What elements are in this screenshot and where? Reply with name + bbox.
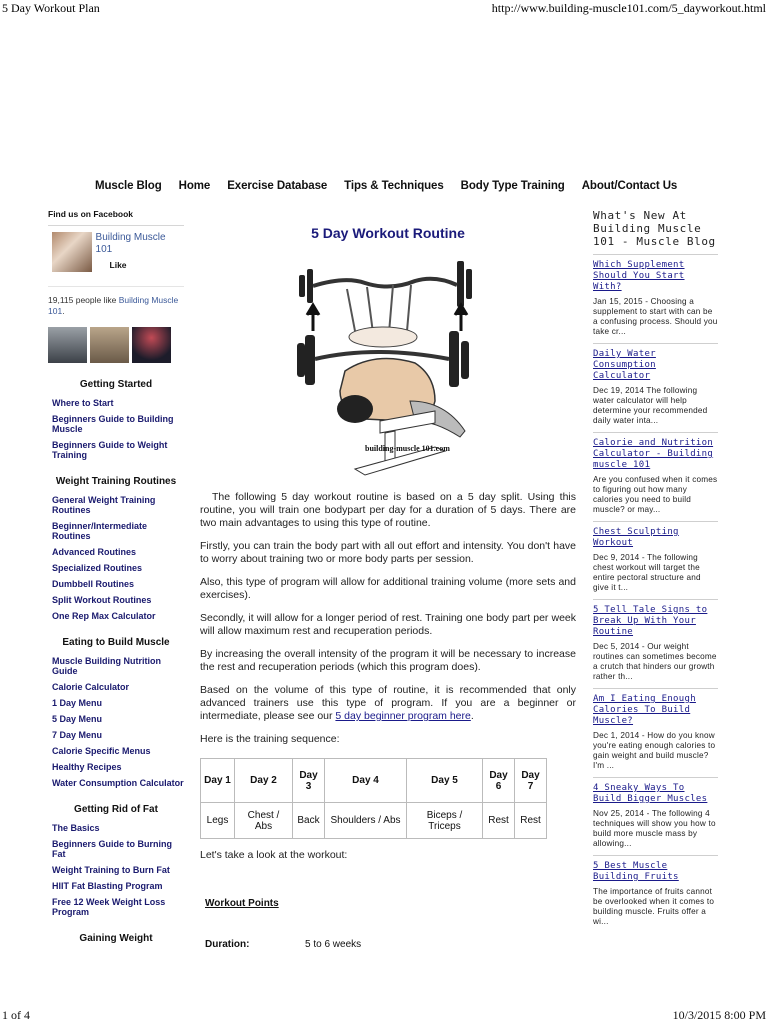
sidebar-link[interactable]: General Weight Training Routines <box>52 495 156 515</box>
blog-feed-title: What's New At Building Muscle 101 - Muscle Blog <box>593 209 716 248</box>
blog-post-excerpt: Dec 5, 2014 - Our weight routines can sometimes become a crutch that hinders our growth rather th... <box>593 642 717 681</box>
sidebar-link[interactable]: Weight Training to Burn Fat <box>52 865 170 875</box>
sidebar-section-title: Getting Started <box>79 379 153 390</box>
sidebar-section-eating <box>48 637 184 788</box>
table-header-cell: Day 1 <box>201 759 235 803</box>
fan-avatar[interactable] <box>48 327 87 363</box>
blog-feed-item <box>593 254 718 337</box>
blog-post-link[interactable]: Which Supplement Should You Start With? <box>593 260 685 292</box>
table-row <box>201 803 547 839</box>
sidebar-section-title: Gaining Weight <box>79 933 153 944</box>
training-sequence-table <box>200 758 547 839</box>
paragraph: Secondly, it will allow for a longer period of rest. Training one body part per week will allow maximum rest and recuperation periods. <box>200 612 576 637</box>
facebook-faces <box>48 327 184 363</box>
blog-feed-item <box>593 855 718 927</box>
sidebar-link[interactable]: Free 12 Week Weight Loss Program <box>52 897 166 917</box>
print-footer <box>0 1006 768 1024</box>
facebook-count-link[interactable]: Building Muscle 101 <box>48 295 179 316</box>
sidebar-section-getting-started <box>48 379 184 460</box>
sidebar-link[interactable]: Split Workout Routines <box>52 595 152 605</box>
table-header-cell: Day 7 <box>515 759 547 803</box>
nav-muscle-blog[interactable]: Muscle Blog <box>95 180 162 192</box>
print-datetime: 10/3/2015 8:00 PM <box>672 1008 766 1022</box>
illustration-caption: building-muscle 101.com <box>365 444 450 453</box>
paragraph-text: Based on the volume of this type of routine, it is recommended that only advanced trainers use this type of program. If you are a beginner or intermediate, please see our <box>200 684 576 722</box>
nav-exercise-database[interactable]: Exercise Database <box>227 180 328 192</box>
bench-press-illustration <box>285 251 495 481</box>
sidebar-link[interactable]: 7 Day Menu <box>52 730 103 740</box>
facebook-page-avatar[interactable] <box>52 232 92 272</box>
blog-feed-item <box>593 599 718 682</box>
blog-post-excerpt: Dec 1, 2014 - How do you know you're eating enough calories to gain weight and build muscle? I'm ... <box>593 731 716 770</box>
print-header <box>0 0 768 16</box>
sidebar-link[interactable]: HIIT Fat Blasting Program <box>52 881 163 891</box>
blog-post-link[interactable]: 5 Tell Tale Signs to Break Up With Your Routine <box>593 605 708 637</box>
sidebar-section-gaining <box>48 933 184 944</box>
sidebar-section-weight-training <box>48 476 184 621</box>
right-sidebar <box>593 209 718 927</box>
table-header-cell: Day 5 <box>407 759 483 803</box>
nav-tips-techniques[interactable]: Tips & Techniques <box>344 180 444 192</box>
table-cell: Rest <box>515 803 547 839</box>
intro-paragraph: The following 5 day workout routine is based on a 5 day split. Using this routine, you will train one bodypart per day for a duration of 5 days. There are two main advantages to using this type of routine. <box>200 491 576 529</box>
sidebar-link[interactable]: Beginners Guide to Building Muscle <box>52 414 174 434</box>
paragraph-end: . <box>470 710 474 722</box>
sidebar-link[interactable]: Water Consumption Calculator <box>52 778 184 788</box>
sidebar-link[interactable]: Where to Start <box>52 398 114 408</box>
table-cell: Shoulders / Abs <box>325 803 407 839</box>
blog-feed-item <box>593 521 718 593</box>
workout-points-heading: Workout Points <box>205 898 279 909</box>
nav-body-type-training[interactable]: Body Type Training <box>460 180 565 192</box>
table-header-cell: Day 3 <box>293 759 325 803</box>
left-sidebar <box>48 209 184 952</box>
nav-home[interactable]: Home <box>178 180 211 192</box>
facebook-like-button[interactable]: Like <box>109 260 127 270</box>
sidebar-section-title: Eating to Build Muscle <box>62 637 170 648</box>
table-cell: Rest <box>483 803 515 839</box>
page-title: 5 Day Workout Routine <box>311 225 465 241</box>
duration-label: Duration: <box>205 939 250 950</box>
duration-row <box>205 939 576 950</box>
table-row <box>201 759 547 803</box>
blog-post-excerpt: Jan 15, 2015 - Choosing a supplement to start with can be a confusing process. Should you take cr... <box>593 297 718 336</box>
beginner-program-link[interactable]: 5 day beginner program here <box>335 710 471 722</box>
blog-feed-item <box>593 688 718 771</box>
blog-post-link[interactable]: Am I Eating Enough Calories To Build Muscle? <box>593 694 696 726</box>
sidebar-link[interactable]: Beginners Guide to Burning Fat <box>52 839 173 859</box>
facebook-count-end: . <box>62 306 65 316</box>
sidebar-link[interactable]: The Basics <box>52 823 100 833</box>
print-page-number: 1 of 4 <box>2 1008 30 1022</box>
table-cell: Biceps / Triceps <box>407 803 483 839</box>
table-header-cell: Day 2 <box>235 759 293 803</box>
fan-avatar[interactable] <box>132 327 171 363</box>
paragraph: Let's take a look at the workout: <box>200 849 348 861</box>
facebook-count-text: 19,115 people like <box>48 295 117 305</box>
table-cell: Legs <box>201 803 235 839</box>
facebook-page-name[interactable]: Building Muscle 101 <box>95 232 166 255</box>
blog-post-excerpt: Dec 19, 2014 The following water calculator will help determine your recommended daily water inta... <box>593 386 708 425</box>
sidebar-link[interactable]: Advanced Routines <box>52 547 137 557</box>
blog-post-excerpt: The importance of fruits cannot be overlooked when it comes to building muscle. Fruits offer a wi... <box>593 887 715 926</box>
blog-post-excerpt: Are you confused when it comes to figuring out how many calories you need to build muscle? or may... <box>593 475 718 514</box>
facebook-heading: Find us on Facebook <box>48 209 134 219</box>
paragraph: Firstly, you can train the body part with all out effort and intensity. You don't have to worry about training two or more body parts per session. <box>200 540 576 565</box>
facebook-like-count <box>48 286 184 317</box>
facebook-page <box>48 232 184 272</box>
sidebar-link[interactable]: Calorie Calculator <box>52 682 130 692</box>
sidebar-link[interactable]: 1 Day Menu <box>52 698 103 708</box>
blog-feed-item <box>593 777 718 849</box>
table-header-cell: Day 4 <box>325 759 407 803</box>
sidebar-link[interactable]: Beginners Guide to Weight Training <box>52 440 168 460</box>
sidebar-section-title: Weight Training Routines <box>55 476 177 487</box>
sidebar-link[interactable]: Muscle Building Nutrition Guide <box>52 656 161 676</box>
sidebar-link[interactable]: Healthy Recipes <box>52 762 122 772</box>
sidebar-link[interactable]: One Rep Max Calculator <box>52 611 156 621</box>
paragraph: Here is the training sequence: <box>200 733 340 745</box>
paragraph: Also, this type of program will allow for additional training volume (more sets and exercises). <box>200 576 576 601</box>
blog-post-excerpt: Nov 25, 2014 - The following 4 techniques will show you how to build more muscle mass by allowing... <box>593 809 716 848</box>
paragraph: By increasing the overall intensity of the program it will be necessary to increase the rest and recuperation periods (which this program does). <box>200 648 576 673</box>
print-url: http://www.building-muscle101.com/5_dayworkout.html <box>491 1 766 15</box>
blog-post-link[interactable]: 5 Best Muscle Building Fruits <box>593 861 679 882</box>
sidebar-link[interactable]: Specialized Routines <box>52 563 143 573</box>
sidebar-link[interactable]: 5 Day Menu <box>52 714 103 724</box>
blog-feed-item <box>593 432 718 515</box>
facebook-widget <box>48 225 184 363</box>
duration-value: 5 to 6 weeks <box>305 939 362 950</box>
blog-feed-item <box>593 343 718 426</box>
blog-post-excerpt: Dec 9, 2014 - The following chest workout will target the entire pectoral structure and give it t... <box>593 553 701 592</box>
paragraph <box>200 684 576 723</box>
blog-post-link[interactable]: Calorie and Nutrition Calculator - Building muscle 101 <box>593 438 714 470</box>
main-content <box>200 225 576 950</box>
sidebar-link[interactable]: Dumbbell Routines <box>52 579 135 589</box>
blog-post-link[interactable]: Daily Water Consumption Calculator <box>593 349 656 381</box>
table-cell: Back <box>293 803 325 839</box>
sidebar-section-title: Getting Rid of Fat <box>74 804 158 815</box>
nav-about-contact[interactable]: About/Contact Us <box>581 180 678 192</box>
sidebar-link[interactable]: Calorie Specific Menus <box>52 746 151 756</box>
fan-avatar[interactable] <box>90 327 129 363</box>
top-navigation <box>95 180 694 192</box>
table-cell: Chest / Abs <box>235 803 293 839</box>
blog-post-link[interactable]: Chest Sculpting Workout <box>593 527 679 548</box>
sidebar-section-fat <box>48 804 184 917</box>
table-header-cell: Day 6 <box>483 759 515 803</box>
sidebar-link[interactable]: Beginner/Intermediate Routines <box>52 521 148 541</box>
print-page-title: 5 Day Workout Plan <box>2 1 100 15</box>
blog-post-link[interactable]: 4 Sneaky Ways To Build Bigger Muscles <box>593 783 708 804</box>
